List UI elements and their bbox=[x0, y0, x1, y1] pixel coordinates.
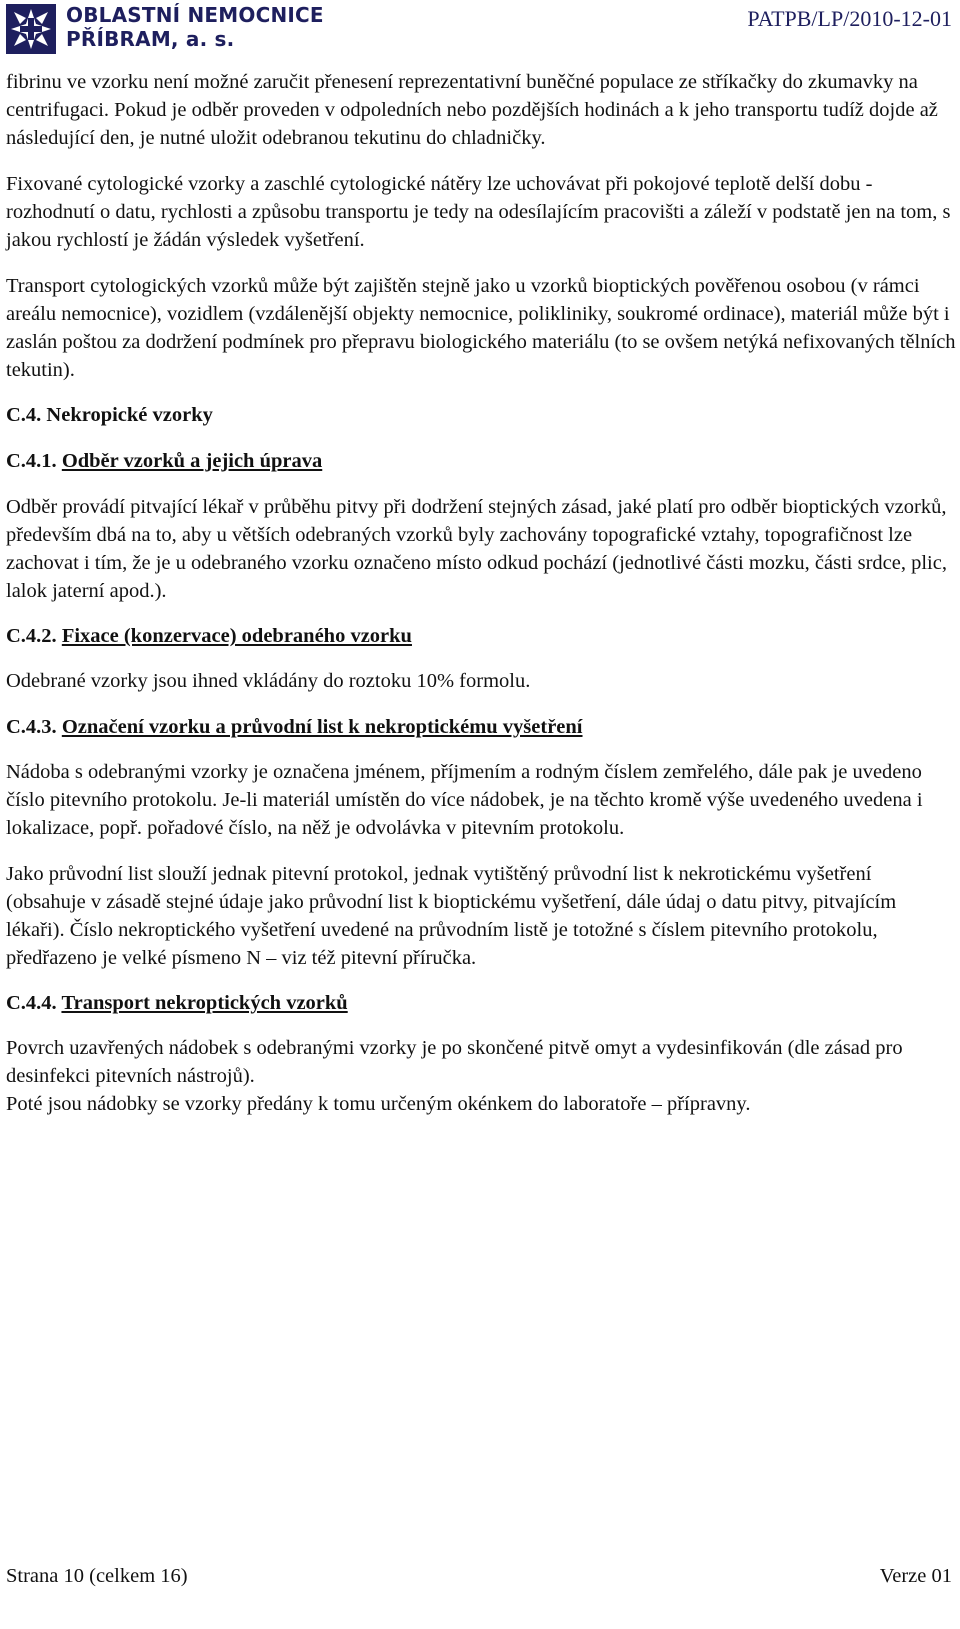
section-number: C.4.3. bbox=[6, 716, 57, 738]
organization-name bbox=[66, 3, 324, 51]
organization-name-line2: PŘÍBRAM, a. s. bbox=[66, 27, 235, 51]
page-header bbox=[0, 0, 960, 58]
paragraph-sampling: Odběr provádí pitvající lékař v průběhu pitvy při dodržení stejných zásad, jaké platí pro odběr bioptických vzorků, především dbá na to, aby u větších odebraných vzorků byly zachovány topografické vztahy, topografičnost lze zachovat i tím, že je u odebraného vzorku označeno místo odkud pochází (jednotlivé části mozku, části srdce, plic, lalok jaterní apod.). bbox=[6, 496, 947, 602]
section-heading-c42 bbox=[6, 622, 956, 650]
paragraph-formol: Odebrané vzorky jsou ihned vkládány do roztoku 10% formolu. bbox=[6, 670, 531, 692]
paragraph-handover: Poté jsou nádobky se vzorky předány k tomu určeným okénkem do laboratoře – přípravny. bbox=[6, 1093, 751, 1115]
document-version: Verze 01 bbox=[879, 1565, 952, 1587]
hospital-cross-logo-icon bbox=[6, 4, 56, 54]
paragraph-labeling: Nádoba s odebranými vzorky je označena jménem, příjmením a rodným číslem zemřelého, dále pak je uvedeno číslo pitevního protokolu. Je-li materiál umístěn do více nádobek, je na těchto kromě výše uvedeného uvedena i lokalizace, popř. pořadové číslo, na něž je odvolávka v pitevním protokolu. bbox=[6, 761, 923, 839]
section-heading-c41 bbox=[6, 447, 956, 475]
document-code: PATPB/LP/2010-12-01 bbox=[747, 6, 952, 31]
section-number: C.4.2. bbox=[6, 625, 57, 647]
section-title: Fixace (konzervace) odebraného vzorku bbox=[61, 625, 412, 647]
section-title: Odběr vzorků a jejich úprava bbox=[61, 450, 323, 472]
section-heading-c4: C.4. Nekropické vzorky bbox=[6, 404, 213, 426]
section-title: Transport nekroptických vzorků bbox=[61, 992, 348, 1014]
section-heading-c44 bbox=[6, 989, 956, 1017]
paragraph-transport-cytology: Transport cytologických vzorků může být zajištěn stejně jako u vzorků bioptických pověřenou osobou (v rámci areálu nemocnice), vozidlem (vzdálenější objekty nemocnice, polikliniky, soukromé ordinace), materiál může být i zaslán poštou za dodržení podmínek pro přepravu biologického materiálu (to se ovšem netýká nefixovaných tělních tekutin). bbox=[6, 275, 956, 381]
section-number: C.4.1. bbox=[6, 450, 57, 472]
section-title: Označení vzorku a průvodní list k nekroptickému vyšetření bbox=[61, 716, 583, 738]
section-number: C.4.4. bbox=[6, 992, 57, 1014]
paragraph-accompanying-list: Jako průvodní list slouží jednak pitevní protokol, jednak vytištěný průvodní list k nekrotickému vyšetření (obsahuje v zásadě stejné údaje jako průvodní list k bioptickému vyšetření, dále údaj o datu pitvy, pitvajícím lékaři). Číslo nekroptického vyšetření uvedené na průvodním listě je totožné s číslem pitevního protokolu, předřazeno je velké písmeno N – viz též pitevní příručka. bbox=[6, 863, 897, 969]
organization-name-line1: OBLASTNÍ NEMOCNICE bbox=[66, 3, 324, 27]
paragraph-disinfection: Povrch uzavřených nádobek s odebranými vzorky je po skončené pitvě omyt a vydesinfikován (dle zásad pro desinfekci pitevních nástrojů). bbox=[6, 1037, 903, 1087]
section-heading-c43 bbox=[6, 713, 956, 741]
paragraph-fibrin: fibrinu ve vzorku není možné zaručit přenesení reprezentativní buněčné populace ze stříkačky do zkumavky na centrifugaci. Pokud je odběr proveden v odpoledních nebo pozdějších hodinách a k jeho transportu tudíž dojde až následující den, je nutné uložit odebranou tekutinu do chladničky. bbox=[6, 71, 938, 149]
document-body bbox=[6, 68, 956, 1118]
page-number: Strana 10 (celkem 16) bbox=[6, 1565, 188, 1587]
paragraph-fixed-samples: Fixované cytologické vzorky a zaschlé cytologické nátěry lze uchovávat při pokojové teplotě delší dobu - rozhodnutí o datu, rychlosti a způsobu transportu je tedy na odesílajícím pracovišti a záleží v podstatě jen na tom, s jakou rychlostí je žádán výsledek vyšetření. bbox=[6, 173, 951, 251]
